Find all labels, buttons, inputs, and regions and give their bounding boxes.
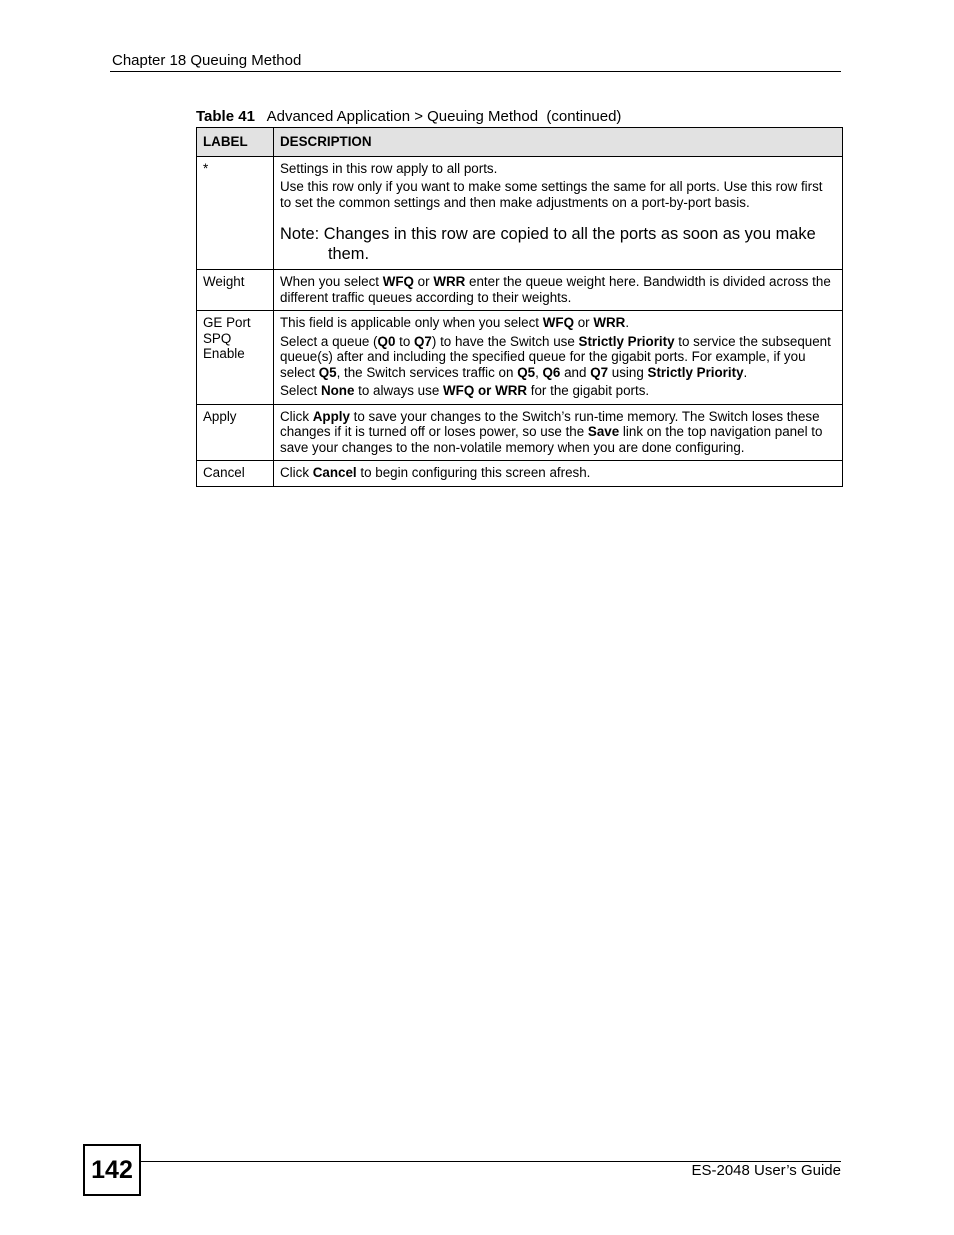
page-number: 142 <box>83 1144 141 1196</box>
row-label: Weight <box>197 270 274 311</box>
description-paragraph: Use this row only if you want to make some settings the same for all ports. Use this row first to set the common settings and then make adjustments on a port-by-port basis. <box>280 179 823 210</box>
row-description <box>274 270 843 311</box>
table-title: Advanced Application > Queuing Method (continued) <box>266 108 622 125</box>
table-row <box>197 270 843 311</box>
row-description <box>274 156 843 270</box>
description-paragraph: Select a queue (Q0 to Q7) to have the Switch use Strictly Priority to service the subsequent queue(s) after and including the specified queue for the gigabit ports. For example, if you select Q5, the Switch services traffic on Q5, Q6 and Q7 using Strictly Priority. <box>280 333 831 380</box>
column-header-description: DESCRIPTION <box>274 128 843 157</box>
chapter-header: Chapter 18 Queuing Method <box>112 52 302 69</box>
guide-title: ES-2048 User’s Guide <box>691 1162 841 1179</box>
description-paragraph: When you select WFQ or WRR enter the queue weight here. Bandwidth is divided across the different traffic queues according to their weights. <box>280 274 831 305</box>
row-label: GE Port SPQ Enable <box>197 311 274 405</box>
row-label: Cancel <box>197 461 274 487</box>
table-header-row <box>197 128 843 157</box>
table-caption <box>196 108 621 126</box>
description-paragraph: Select None to always use WFQ or WRR for the gigabit ports. <box>280 383 650 398</box>
note-text: Note: Changes in this row are copied to all the ports as soon as you make them. <box>280 225 816 263</box>
row-label: Apply <box>197 404 274 461</box>
row-description <box>274 311 843 405</box>
description-paragraph: Click Cancel to begin configuring this screen afresh. <box>280 465 591 480</box>
table-number: Table 41 <box>196 108 255 125</box>
row-label: * <box>197 156 274 270</box>
table-row <box>197 461 843 487</box>
header-rule <box>110 71 841 72</box>
description-paragraph: Settings in this row apply to all ports. <box>280 160 498 176</box>
description-paragraph: This field is applicable only when you select WFQ or WRR. <box>280 315 630 330</box>
row-description <box>274 461 843 487</box>
description-paragraph: Click Apply to save your changes to the Switch’s run-time memory. The Switch loses these changes if it is turned off or loses power, so use the Save link on the top navigation panel to save your changes to the non-volatile memory when you are done configuring. <box>280 408 823 455</box>
queuing-method-table <box>196 127 843 487</box>
column-header-label: LABEL <box>197 128 274 157</box>
table-row <box>197 311 843 405</box>
row-description <box>274 404 843 461</box>
table-row <box>197 404 843 461</box>
table-row <box>197 156 843 270</box>
